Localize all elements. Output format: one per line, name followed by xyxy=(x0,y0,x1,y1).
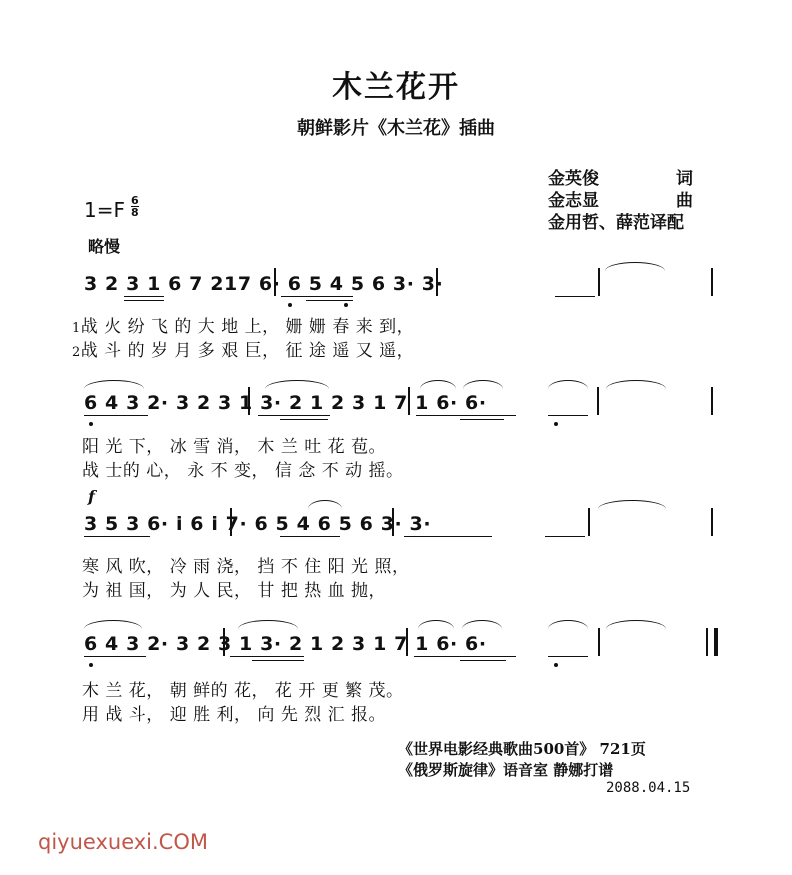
underline xyxy=(230,656,304,657)
underline xyxy=(545,536,585,537)
barline xyxy=(223,628,225,656)
barline xyxy=(406,628,408,656)
slur xyxy=(265,380,329,389)
underline xyxy=(280,419,328,420)
lower-octave-dot xyxy=(89,422,93,426)
time-denominator: 8 xyxy=(131,206,139,219)
song-subtitle: 朝鲜影片《木兰花》插曲 xyxy=(297,118,495,139)
lyric-verse-2: 战 士的 心， 永 不 变， 信 念 不 动 摇。 xyxy=(82,461,404,481)
barline xyxy=(248,387,250,415)
slur xyxy=(84,380,144,389)
barline xyxy=(711,508,713,536)
notation-line: 6 4 3 2· 3 2 3 1 3· 2 1 2 3 1 7 1 6· 6· xyxy=(84,633,487,655)
time-numerator: 6 xyxy=(131,194,139,207)
slur xyxy=(308,500,342,509)
tempo-marking: 略慢 xyxy=(88,237,121,256)
tie xyxy=(606,380,666,389)
barline xyxy=(711,268,713,296)
source-book: 《世界电影经典歌曲500首》 721页 xyxy=(398,740,646,758)
credit-name: 金用哲、薛范译配 xyxy=(548,213,684,233)
tie xyxy=(606,620,666,629)
barline xyxy=(274,268,276,296)
underline xyxy=(84,536,150,537)
underline xyxy=(281,296,353,297)
lyric-verse-1: 阳 光 下， 冰 雪 消， 木 兰 吐 花 苞。 xyxy=(82,437,387,457)
slur xyxy=(548,380,588,389)
notation-line: 6 4 3 2· 3 2 3 1 3· 2 1 2 3 1 7 1 6· 6· xyxy=(84,392,487,414)
lower-octave-dot xyxy=(344,303,348,307)
barline xyxy=(588,508,590,536)
credit-translators xyxy=(548,208,684,233)
lyric-verse-2: 2战 斗 的 岁 月 多 艰 巨， 征 途 遥 又 遥， xyxy=(72,341,415,361)
underline xyxy=(404,536,492,537)
slur xyxy=(420,380,456,389)
lyric-verse-1: 木 兰 花， 朝 鲜的 花， 花 开 更 繁 茂。 xyxy=(82,681,404,701)
underline xyxy=(252,660,304,661)
source-date: 2088.04.15 xyxy=(606,780,691,796)
slur xyxy=(548,620,588,629)
lyric-verse-2: 用 战 斗， 迎 胜 利， 向 先 烈 汇 报。 xyxy=(82,705,387,725)
time-signature xyxy=(131,195,139,218)
lyric-verse-1: 1战 火 纷 飞 的 大 地 上， 姗 姗 春 来 到， xyxy=(72,317,415,337)
underline xyxy=(84,415,148,416)
dynamic-marking: f xyxy=(88,487,95,506)
notation-line: 3 5 3 6· i 6 i 7· 6 5 4 6 5 6 3· 3· xyxy=(84,513,432,535)
barline xyxy=(436,268,438,296)
barline xyxy=(392,508,394,536)
notation-line: 3 2 3 1 6 7 217 6· 6 5 4 5 6 3· 3· xyxy=(84,273,444,295)
credit-role: 曲 xyxy=(676,191,693,211)
credit-name: 金志显 xyxy=(548,191,599,211)
barline xyxy=(711,387,713,415)
underline xyxy=(306,300,353,301)
underline xyxy=(548,415,588,416)
lower-octave-dot xyxy=(89,663,93,667)
underline xyxy=(548,656,588,657)
underline xyxy=(414,656,516,657)
site-watermark: qiyuexuexi.COM xyxy=(38,830,208,854)
slur xyxy=(463,380,503,389)
key-signature: 1=F xyxy=(84,198,125,222)
underline xyxy=(460,660,506,661)
lyric-verse-1: 寒 风 吹， 冷 雨 浇， 挡 不 住 阳 光 照， xyxy=(82,557,410,577)
slur xyxy=(84,620,142,629)
slur xyxy=(462,620,502,629)
barline xyxy=(598,628,600,656)
tie xyxy=(598,500,666,509)
credit-name: 金英俊 xyxy=(548,169,599,189)
lower-octave-dot xyxy=(288,303,292,307)
underline xyxy=(416,415,516,416)
barline xyxy=(597,387,599,415)
tie xyxy=(605,262,665,271)
final-barline xyxy=(706,628,718,656)
underline xyxy=(84,656,146,657)
barline xyxy=(230,508,232,536)
song-title: 木兰花开 xyxy=(332,70,460,105)
underline xyxy=(460,419,504,420)
source-transcriber: 《俄罗斯旋律》语音室 静娜打谱 xyxy=(398,761,614,779)
credit-role: 词 xyxy=(676,169,693,189)
slur xyxy=(418,620,454,629)
slur xyxy=(238,620,298,629)
lyric-verse-2: 为 祖 国， 为 人 民， 甘 把 热 血 抛， xyxy=(82,581,387,601)
underline xyxy=(280,536,340,537)
lower-octave-dot xyxy=(554,422,558,426)
underline xyxy=(555,296,595,297)
underline xyxy=(124,300,164,301)
barline xyxy=(408,387,410,415)
barline xyxy=(598,268,600,296)
underline xyxy=(124,296,164,297)
underline xyxy=(258,415,330,416)
lower-octave-dot xyxy=(554,663,558,667)
